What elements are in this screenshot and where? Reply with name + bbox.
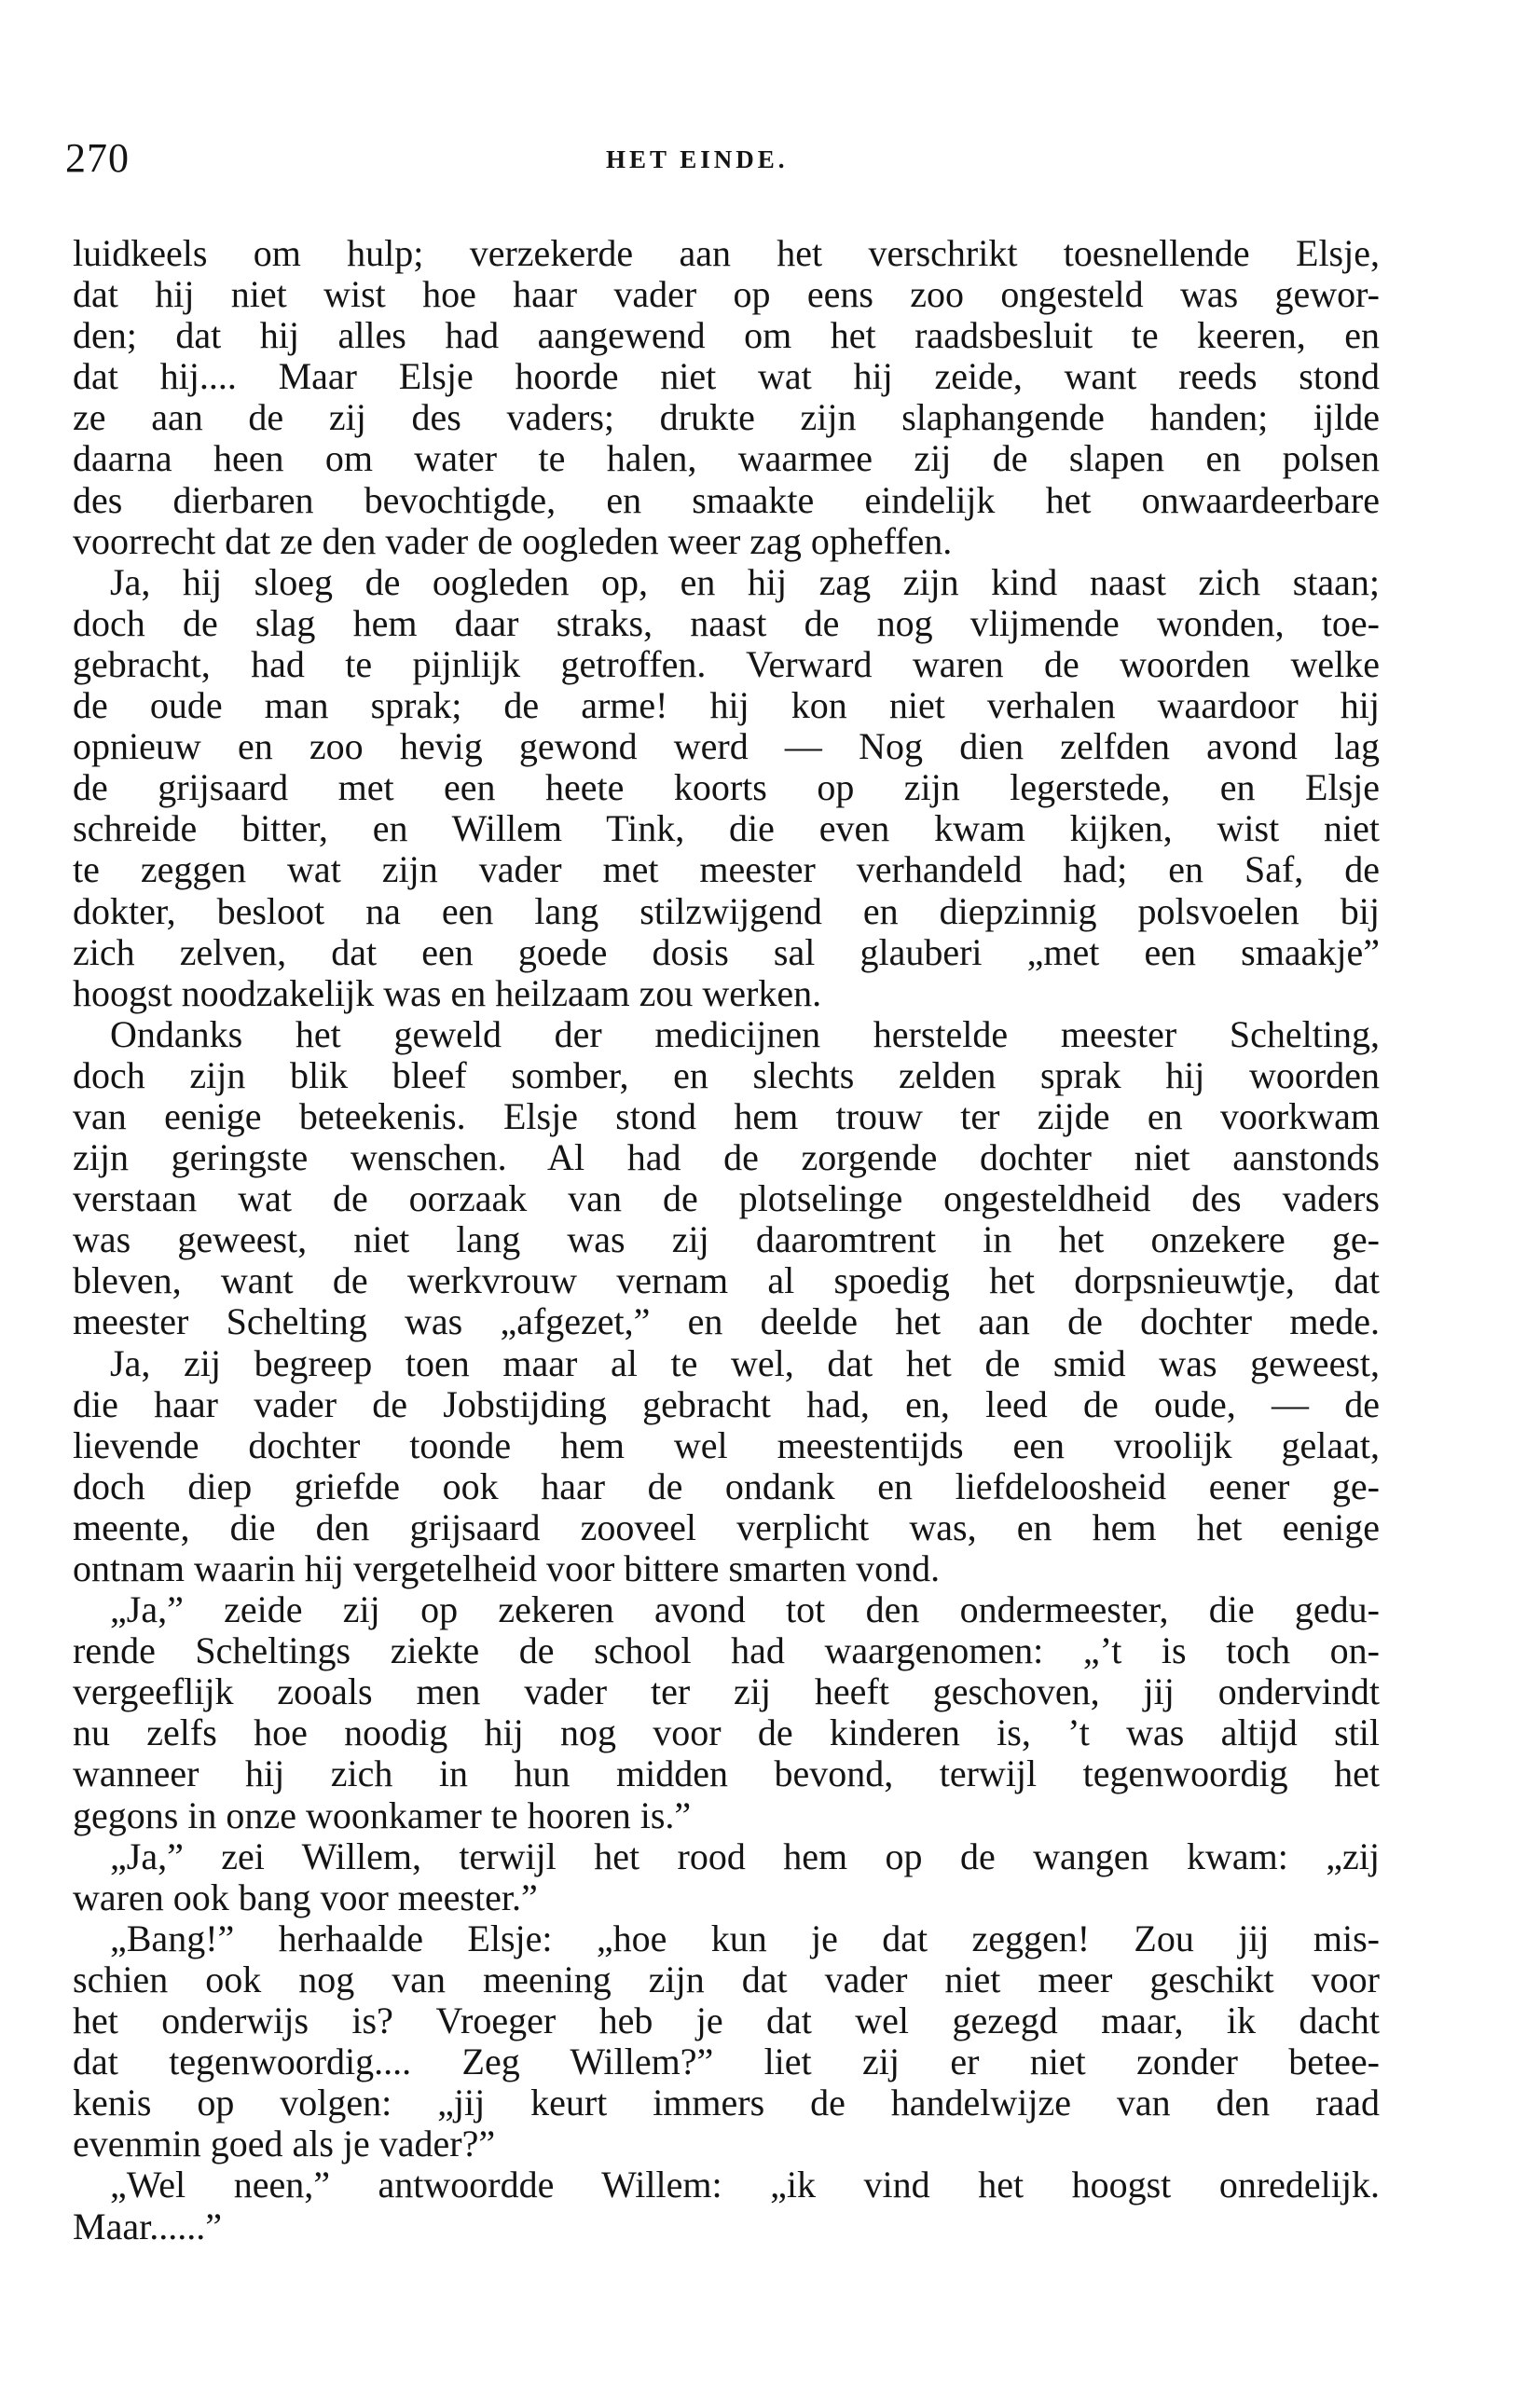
text-line: dat hij.... Maar Elsje hoorde niet wat hij zeide, want reeds stond: [73, 355, 1380, 398]
text-line: „Ja,” zei Willem, terwijl het rood hem op de wangen kwam: „zij: [110, 1835, 1380, 1877]
text-line: nu zelfs hoe noodig hij nog voor de kinderen is, ’t was altijd stil: [73, 1711, 1380, 1754]
text-line: Ja, zij begreep toen maar al te wel, dat het de smid was geweest,: [110, 1341, 1380, 1384]
text-line: Maar......”: [73, 2205, 222, 2247]
text-line: schreide bitter, en Willem Tink, die even kwam kijken, wist niet: [73, 807, 1380, 850]
running-title: HET EINDE.: [606, 145, 789, 173]
text-line: te zeggen wat zijn vader met meester verhandeld had; en Saf, de: [73, 848, 1380, 891]
text-line: was geweest, niet lang was zij daaromtrent in het onzekere ge-: [73, 1218, 1380, 1261]
text-line: van eenige beteekenis. Elsje stond hem trouw ter zijde en voorkwam: [73, 1094, 1380, 1137]
text-line: schien ook nog van meening zijn dat vader niet meer geschikt voor: [73, 1958, 1380, 2000]
text-line: die haar vader de Jobstijding gebracht had, en, leed de oude, — de: [73, 1382, 1380, 1425]
text-line: zijn geringste wenschen. Al had de zorgende dochter niet aanstonds: [73, 1136, 1380, 1179]
text-line: „Wel neen,” antwoordde Willem: „ik vind het hoogst onredelijk.: [110, 2164, 1380, 2206]
text-line: des dierbaren bevochtigde, en smaakte eindelijk het onwaardeerbare: [73, 478, 1380, 521]
text-line: gebracht, had te pijnlijk getroffen. Verward waren de woorden welke: [73, 642, 1380, 685]
text-line: wanneer hij zich in hun midden bevond, terwijl tegenwoordig het: [73, 1752, 1380, 1795]
text-line: ze aan de zij des vaders; drukte zijn slaphangende handen; ijlde: [73, 396, 1380, 439]
text-line: dat tegenwoordig.... Zeg Willem?” liet zij er niet zonder betee-: [73, 2041, 1380, 2083]
text-line: opnieuw en zoo hevig gewond werd — Nog dien zelfden avond lag: [73, 725, 1380, 768]
text-line: gegons in onze woonkamer te hooren is.”: [73, 1793, 692, 1836]
text-line: voorrecht dat ze den vader de oogleden weer zag opheffen.: [73, 519, 953, 562]
text-line: doch de slag hem daar straks, naast de nog vlijmende wonden, toe-: [73, 601, 1380, 644]
text-line: kenis op volgen: „jij keurt immers de handelwijze van den raad: [73, 2082, 1380, 2124]
text-line: zich zelven, dat een goede dosis sal glauberi „met een smaakje”: [73, 930, 1380, 973]
text-line: „Bang!” herhaalde Elsje: „hoe kun je dat zeggen! Zou jij mis-: [110, 1917, 1380, 1959]
text-line: lievende dochter toonde hem wel meestentijds een vroolijk gelaat,: [73, 1423, 1380, 1466]
text-line: de grijsaard met een heete koorts op zijn legerstede, en Elsje: [73, 766, 1380, 809]
text-line: meester Schelting was „afgezet,” en deelde het aan de dochter mede.: [73, 1300, 1380, 1343]
text-line: vergeeflijk zooals men vader ter zij heeft geschoven, jij ondervindt: [73, 1670, 1380, 1713]
text-line: dat hij niet wist hoe haar vader op eens zoo ongesteld was gewor-: [73, 273, 1380, 316]
body-text: [73, 233, 1380, 2247]
text-line: rende Scheltings ziekte de school had waargenomen: „’t is toch on-: [73, 1629, 1380, 1672]
text-line: verstaan wat de oorzaak van de plotselinge ongesteldheid des vaders: [73, 1177, 1380, 1220]
text-line: den; dat hij alles had aangewend om het raadsbesluit te keeren, en: [73, 314, 1380, 357]
text-line: bleven, want de werkvrouw vernam al spoedig het dorpsnieuwtje, dat: [73, 1259, 1380, 1302]
text-line: dokter, besloot na een lang stilzwijgend en diepzinnig polsvoelen bij: [73, 889, 1380, 932]
text-line: de oude man sprak; de arme! hij kon niet verhalen waardoor hij: [73, 684, 1380, 727]
text-line: daarna heen om water te halen, waarmee zij de slapen en polsen: [73, 437, 1380, 480]
text-line: luidkeels om hulp; verzekerde aan het verschrikt toesnellende Elsje,: [73, 232, 1380, 274]
page-number: 270: [65, 135, 130, 181]
text-line: ontnam waarin hij vergetelheid voor bittere smarten vond.: [73, 1547, 941, 1589]
text-line: doch diep griefde ook haar de ondank en liefdeloosheid eener ge-: [73, 1464, 1380, 1507]
page-header: [65, 131, 1417, 186]
text-line: Ja, hij sloeg de oogleden op, en hij zag zijn kind naast zich staan;: [110, 560, 1380, 603]
text-line: „Ja,” zeide zij op zekeren avond tot den ondermeester, die gedu-: [110, 1588, 1380, 1631]
text-line: doch zijn blik bleef somber, en slechts zelden sprak hij woorden: [73, 1053, 1380, 1096]
text-line: het onderwijs is? Vroeger heb je dat wel gezegd maar, ik dacht: [73, 2000, 1380, 2042]
text-line: evenmin goed als je vader?”: [73, 2123, 496, 2165]
text-line: hoogst noodzakelijk was en heilzaam zou werken.: [73, 971, 822, 1014]
text-line: meente, die den grijsaard zooveel verplicht was, en hem het eenige: [73, 1505, 1380, 1548]
text-line: Ondanks het geweld der medicijnen herstelde meester Schelting,: [110, 1012, 1380, 1055]
text-line: waren ook bang voor meester.”: [73, 1876, 538, 1918]
